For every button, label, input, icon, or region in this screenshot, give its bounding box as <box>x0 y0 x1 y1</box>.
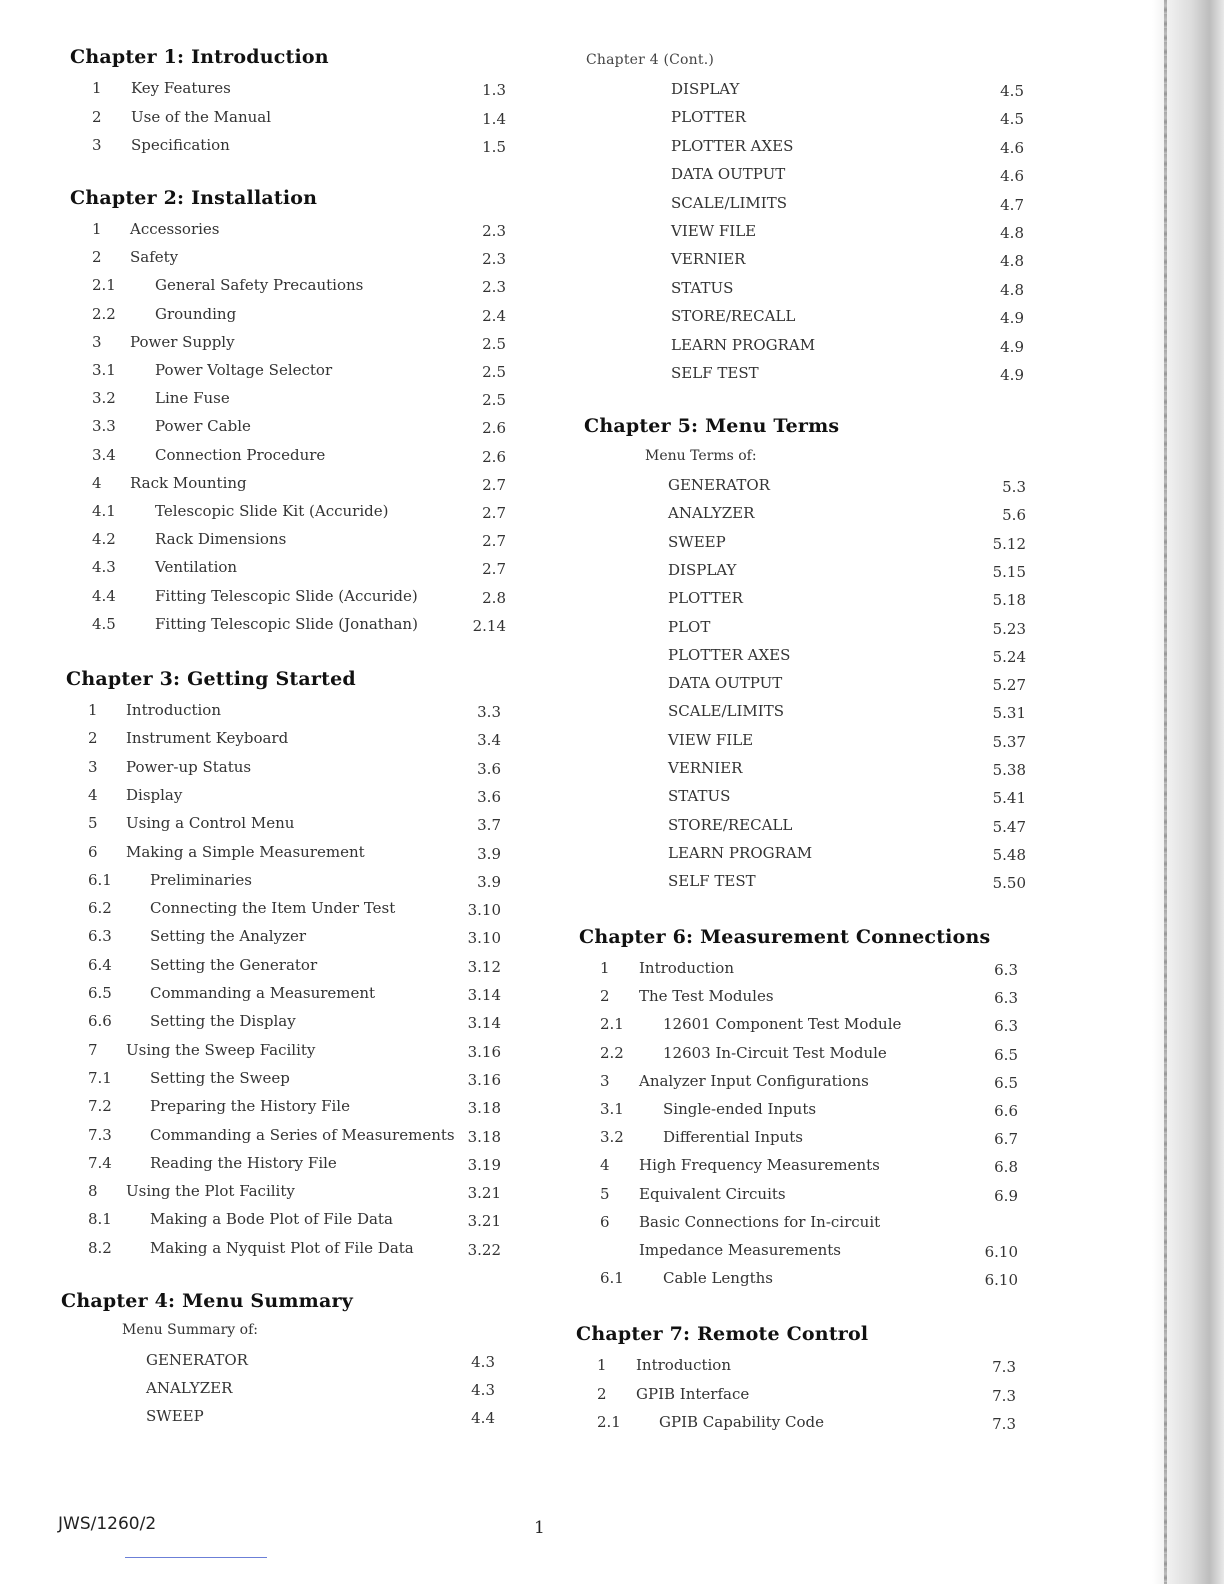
toc-entry-label: Analyzer Input Configurations <box>639 1072 869 1090</box>
toc-entry-label: Grounding <box>155 305 237 323</box>
toc-entry-page: 3.10 <box>467 929 501 947</box>
toc-entry-label: Making a Nyquist Plot of File Data <box>150 1239 414 1257</box>
toc-entry-page: 5.37 <box>992 733 1026 751</box>
toc-entry-label: Setting the Sweep <box>150 1069 290 1087</box>
toc-entry-page: 2.6 <box>482 448 506 466</box>
toc-entry-label: Power Supply <box>130 333 235 351</box>
toc-entry-page: 3.16 <box>467 1071 501 1089</box>
toc-entry-number: 4.4 <box>92 587 116 605</box>
toc-entry-label: Using the Sweep Facility <box>126 1041 316 1059</box>
toc-entry-label: Impedance Measurements <box>639 1241 841 1259</box>
toc-entry-page: 1.3 <box>482 81 506 99</box>
toc-entry-label: Power Voltage Selector <box>155 361 333 379</box>
toc-entry-label: High Frequency Measurements <box>639 1156 880 1174</box>
toc-entry-label: SCALE/LIMITS <box>668 702 785 720</box>
toc-entry-label: Preparing the History File <box>150 1097 350 1115</box>
toc-entry-label: PLOT <box>668 618 711 636</box>
toc-entry-page: 3.16 <box>467 1043 501 1061</box>
toc-entry-page: 5.47 <box>992 818 1026 836</box>
toc-entry-number: 2.1 <box>600 1015 624 1033</box>
toc-entry-number: 3.2 <box>600 1128 624 1146</box>
toc-entry-number: 5 <box>88 814 98 832</box>
chapter-title: Chapter 2: Installation <box>70 187 318 209</box>
toc-entry-page: 2.3 <box>482 222 506 240</box>
toc-entry-label: Reading the History File <box>150 1154 337 1172</box>
toc-entry-number: 6 <box>88 843 98 861</box>
toc-entry-number: 4.2 <box>92 530 116 548</box>
toc-entry-page: 3.12 <box>467 958 501 976</box>
toc-entry-label: Use of the Manual <box>131 108 272 126</box>
toc-entry-label: Rack Dimensions <box>155 530 287 548</box>
toc-entry-label: Connecting the Item Under Test <box>150 899 396 917</box>
toc-entry-label: Telescopic Slide Kit (Accuride) <box>155 502 389 520</box>
toc-entry-label: Ventilation <box>155 558 238 576</box>
document-code: JWS/1260/2 <box>58 1514 157 1534</box>
toc-entry-label: Specification <box>131 136 230 154</box>
toc-entry-label: GENERATOR <box>146 1351 248 1369</box>
toc-entry-label: SELF TEST <box>671 364 759 382</box>
toc-entry-label: GPIB Interface <box>636 1385 750 1403</box>
toc-entry-label: Making a Bode Plot of File Data <box>150 1210 393 1228</box>
toc-entry-label: Using the Plot Facility <box>126 1182 295 1200</box>
toc-entry-page: 6.3 <box>994 1017 1018 1035</box>
toc-entry-page: 5.15 <box>992 563 1026 581</box>
toc-entry-label: Differential Inputs <box>663 1128 803 1146</box>
toc-entry-number: 7.3 <box>88 1126 112 1144</box>
toc-entry-number: 2 <box>92 108 102 126</box>
toc-entry-number: 7.4 <box>88 1154 112 1172</box>
toc-entry-label: Using a Control Menu <box>126 814 295 832</box>
toc-entry-page: 3.21 <box>467 1184 501 1202</box>
toc-entry-page: 5.27 <box>992 676 1026 694</box>
toc-entry-page: 5.3 <box>1002 478 1026 496</box>
toc-entry-page: 6.6 <box>994 1102 1018 1120</box>
toc-entry-number: 4.1 <box>92 502 116 520</box>
toc-entry-page: 4.9 <box>1000 366 1024 384</box>
toc-entry-page: 3.9 <box>477 845 501 863</box>
toc-entry-page: 2.3 <box>482 250 506 268</box>
toc-entry-page: 3.9 <box>477 873 501 891</box>
toc-entry-label: Cable Lengths <box>663 1269 773 1287</box>
toc-entry-page: 6.7 <box>994 1130 1018 1148</box>
toc-entry-label: Setting the Generator <box>150 956 318 974</box>
toc-entry-number: 3 <box>600 1072 610 1090</box>
toc-entry-number: 6.2 <box>88 899 112 917</box>
toc-entry-page: 3.6 <box>477 788 501 806</box>
toc-entry-page: 4.8 <box>1000 281 1024 299</box>
toc-entry-page: 3.6 <box>477 760 501 778</box>
chapter-title: Chapter 1: Introduction <box>70 46 329 68</box>
toc-entry-page: 6.9 <box>994 1187 1018 1205</box>
toc-entry-label: PLOTTER AXES <box>668 646 791 664</box>
toc-entry-number: 3.1 <box>92 361 116 379</box>
toc-entry-number: 7.2 <box>88 1097 112 1115</box>
toc-entry-number: 2.1 <box>92 276 116 294</box>
chapter-intro: Menu Summary of: <box>122 1322 258 1338</box>
toc-entry-label: PLOTTER <box>671 108 746 126</box>
toc-entry-number: 7 <box>88 1041 98 1059</box>
toc-entry-page: 6.10 <box>984 1271 1018 1289</box>
chapter-title: Chapter 4: Menu Summary <box>61 1290 353 1312</box>
toc-entry-number: 1 <box>92 220 102 238</box>
toc-entry-label: VIEW FILE <box>671 222 757 240</box>
toc-entry-label: Safety <box>130 248 179 266</box>
chapter-title: Chapter 3: Getting Started <box>66 668 356 690</box>
toc-entry-page: 4.6 <box>1000 139 1024 157</box>
toc-entry-page: 4.8 <box>1000 252 1024 270</box>
toc-entry-page: 5.31 <box>992 704 1026 722</box>
toc-entry-label: GPIB Capability Code <box>659 1413 825 1431</box>
toc-entry-number: 2.2 <box>92 305 116 323</box>
toc-entry-label: Display <box>126 786 183 804</box>
toc-entry-number: 6.1 <box>88 871 112 889</box>
toc-entry-page: 3.19 <box>467 1156 501 1174</box>
toc-entry-number: 8.1 <box>88 1210 112 1228</box>
toc-entry-page: 2.5 <box>482 363 506 381</box>
toc-entry-label: The Test Modules <box>639 987 774 1005</box>
toc-entry-number: 3 <box>92 333 102 351</box>
toc-entry-number: 2 <box>597 1385 607 1403</box>
toc-entry-label: STORE/RECALL <box>671 307 796 325</box>
toc-entry-page: 4.9 <box>1000 338 1024 356</box>
toc-entry-page: 1.4 <box>482 110 506 128</box>
chapter-title: Chapter 5: Menu Terms <box>584 415 840 437</box>
toc-entry-label: Instrument Keyboard <box>126 729 289 747</box>
toc-entry-number: 4 <box>92 474 102 492</box>
toc-entry-label: Preliminaries <box>150 871 252 889</box>
toc-entry-page: 7.3 <box>992 1358 1016 1376</box>
toc-entry-label: ANALYZER <box>668 504 755 522</box>
toc-entry-page: 6.5 <box>994 1046 1018 1064</box>
toc-entry-page: 3.4 <box>477 731 501 749</box>
toc-entry-page: 5.12 <box>992 535 1026 553</box>
toc-entry-label: Power-up Status <box>126 758 252 776</box>
toc-entry-page: 3.14 <box>467 1014 501 1032</box>
toc-entry-label: 12601 Component Test Module <box>663 1015 902 1033</box>
toc-entry-number: 2.1 <box>597 1413 621 1431</box>
toc-entry-number: 1 <box>597 1356 607 1374</box>
toc-entry-label: Commanding a Measurement <box>150 984 376 1002</box>
toc-entry-label: SWEEP <box>668 533 726 551</box>
toc-entry-page: 2.14 <box>472 617 506 635</box>
toc-entry-page: 3.7 <box>477 816 501 834</box>
toc-entry-page: 6.5 <box>994 1074 1018 1092</box>
toc-entry-number: 4 <box>600 1156 610 1174</box>
toc-entry-label: DISPLAY <box>668 561 737 579</box>
binding-shadow <box>1164 0 1167 1584</box>
toc-entry-page: 3.14 <box>467 986 501 1004</box>
toc-entry-number: 6.1 <box>600 1269 624 1287</box>
toc-entry-number: 3.4 <box>92 446 116 464</box>
toc-entry-page: 4.8 <box>1000 224 1024 242</box>
toc-entry-page: 5.6 <box>1002 506 1026 524</box>
toc-entry-label: STATUS <box>668 787 731 805</box>
toc-entry-label: Making a Simple Measurement <box>126 843 365 861</box>
toc-entry-page: 4.3 <box>471 1353 495 1371</box>
toc-entry-page: 3.10 <box>467 901 501 919</box>
toc-entry-page: 5.24 <box>992 648 1026 666</box>
toc-entry-page: 2.7 <box>482 532 506 550</box>
toc-entry-label: Accessories <box>130 220 220 238</box>
toc-entry-number: 4.5 <box>92 615 116 633</box>
toc-entry-label: VERNIER <box>671 250 746 268</box>
toc-entry-page: 4.3 <box>471 1381 495 1399</box>
toc-entry-label: Setting the Analyzer <box>150 927 307 945</box>
toc-entry-number: 3 <box>88 758 98 776</box>
toc-entry-label: Introduction <box>126 701 221 719</box>
toc-entry-number: 6.3 <box>88 927 112 945</box>
toc-entry-page: 2.5 <box>482 335 506 353</box>
toc-entry-label: DISPLAY <box>671 80 740 98</box>
toc-entry-page: 2.5 <box>482 391 506 409</box>
toc-entry-label: STATUS <box>671 279 734 297</box>
toc-entry-label: 12603 In-Circuit Test Module <box>663 1044 887 1062</box>
toc-entry-label: DATA OUTPUT <box>671 165 786 183</box>
footer-rule <box>125 1557 267 1558</box>
toc-entry-label: PLOTTER AXES <box>671 137 794 155</box>
toc-entry-page: 5.50 <box>992 874 1026 892</box>
toc-entry-page: 4.9 <box>1000 309 1024 327</box>
toc-entry-label: Fitting Telescopic Slide (Jonathan) <box>155 615 418 633</box>
toc-entry-label: LEARN PROGRAM <box>668 844 813 862</box>
toc-entry-label: Key Features <box>131 79 231 97</box>
toc-entry-label: Fitting Telescopic Slide (Accuride) <box>155 587 418 605</box>
toc-entry-number: 2.2 <box>600 1044 624 1062</box>
toc-entry-label: Connection Procedure <box>155 446 326 464</box>
toc-entry-label: SWEEP <box>146 1407 204 1425</box>
toc-entry-number: 8 <box>88 1182 98 1200</box>
toc-entry-page: 2.7 <box>482 476 506 494</box>
toc-entry-number: 3.3 <box>92 417 116 435</box>
toc-entry-number: 4.3 <box>92 558 116 576</box>
toc-entry-number: 6 <box>600 1213 610 1231</box>
toc-entry-label: Setting the Display <box>150 1012 296 1030</box>
toc-entry-page: 1.5 <box>482 138 506 156</box>
toc-entry-label: General Safety Precautions <box>155 276 364 294</box>
toc-entry-label: Single-ended Inputs <box>663 1100 817 1118</box>
binding-edge <box>1152 0 1224 1584</box>
toc-entry-page: 3.18 <box>467 1128 501 1146</box>
toc-entry-page: 5.23 <box>992 620 1026 638</box>
toc-entry-number: 2 <box>88 729 98 747</box>
toc-entry-page: 2.4 <box>482 307 506 325</box>
toc-entry-page: 2.8 <box>482 589 506 607</box>
toc-entry-number: 1 <box>88 701 98 719</box>
toc-entry-page: 4.6 <box>1000 167 1024 185</box>
toc-entry-page: 6.3 <box>994 961 1018 979</box>
toc-entry-page: 2.7 <box>482 504 506 522</box>
toc-entry-label: Introduction <box>639 959 734 977</box>
toc-entry-label: Basic Connections for In-circuit <box>639 1213 881 1231</box>
toc-entry-label: VIEW FILE <box>668 731 754 749</box>
toc-entry-page: 3.18 <box>467 1099 501 1117</box>
toc-entry-label: Equivalent Circuits <box>639 1185 786 1203</box>
toc-entry-label: VERNIER <box>668 759 743 777</box>
toc-entry-page: 7.3 <box>992 1415 1016 1433</box>
toc-entry-page: 5.41 <box>992 789 1026 807</box>
toc-entry-page: 5.38 <box>992 761 1026 779</box>
toc-entry-number: 3.2 <box>92 389 116 407</box>
toc-entry-number: 6.6 <box>88 1012 112 1030</box>
toc-entry-label: DATA OUTPUT <box>668 674 783 692</box>
toc-entry-number: 3 <box>92 136 102 154</box>
toc-entry-label: GENERATOR <box>668 476 770 494</box>
toc-entry-page: 3.21 <box>467 1212 501 1230</box>
chapter-title: Chapter 6: Measurement Connections <box>579 926 991 948</box>
toc-entry-page: 2.3 <box>482 278 506 296</box>
toc-entry-number: 4 <box>88 786 98 804</box>
toc-entry-label: SELF TEST <box>668 872 756 890</box>
toc-entry-label: SCALE/LIMITS <box>671 194 788 212</box>
toc-entry-label: PLOTTER <box>668 589 743 607</box>
chapter-intro: Menu Terms of: <box>645 448 757 464</box>
toc-entry-page: 4.5 <box>1000 110 1024 128</box>
toc-entry-page: 6.8 <box>994 1158 1018 1176</box>
chapter-title: Chapter 7: Remote Control <box>576 1323 869 1345</box>
toc-entry-page: 4.7 <box>1000 196 1024 214</box>
toc-entry-page: 4.4 <box>471 1409 495 1427</box>
toc-entry-page: 6.10 <box>984 1243 1018 1261</box>
toc-entry-number: 5 <box>600 1185 610 1203</box>
toc-entry-number: 1 <box>600 959 610 977</box>
toc-entry-number: 7.1 <box>88 1069 112 1087</box>
toc-entry-label: ANALYZER <box>146 1379 233 1397</box>
toc-entry-label: Power Cable <box>155 417 251 435</box>
toc-entry-label: STORE/RECALL <box>668 816 793 834</box>
toc-entry-page: 6.3 <box>994 989 1018 1007</box>
toc-entry-label: LEARN PROGRAM <box>671 336 816 354</box>
toc-entry-page: 5.18 <box>992 591 1026 609</box>
toc-entry-label: Commanding a Series of Measurements <box>150 1126 455 1144</box>
toc-entry-label: Rack Mounting <box>130 474 247 492</box>
toc-entry-number: 6.5 <box>88 984 112 1002</box>
toc-entry-number: 3.1 <box>600 1100 624 1118</box>
toc-entry-page: 2.7 <box>482 560 506 578</box>
toc-entry-number: 6.4 <box>88 956 112 974</box>
toc-entry-label: Line Fuse <box>155 389 230 407</box>
toc-entry-page: 7.3 <box>992 1387 1016 1405</box>
toc-entry-number: 8.2 <box>88 1239 112 1257</box>
toc-entry-page: 2.6 <box>482 419 506 437</box>
toc-entry-number: 2 <box>600 987 610 1005</box>
chapter-title: Chapter 4 (Cont.) <box>586 52 715 68</box>
toc-entry-page: 3.3 <box>477 703 501 721</box>
toc-entry-page: 4.5 <box>1000 82 1024 100</box>
toc-entry-label: Introduction <box>636 1356 731 1374</box>
toc-entry-page: 3.22 <box>467 1241 501 1259</box>
toc-entry-number: 2 <box>92 248 102 266</box>
page-number: 1 <box>534 1518 545 1538</box>
toc-entry-page: 5.48 <box>992 846 1026 864</box>
toc-entry-number: 1 <box>92 79 102 97</box>
